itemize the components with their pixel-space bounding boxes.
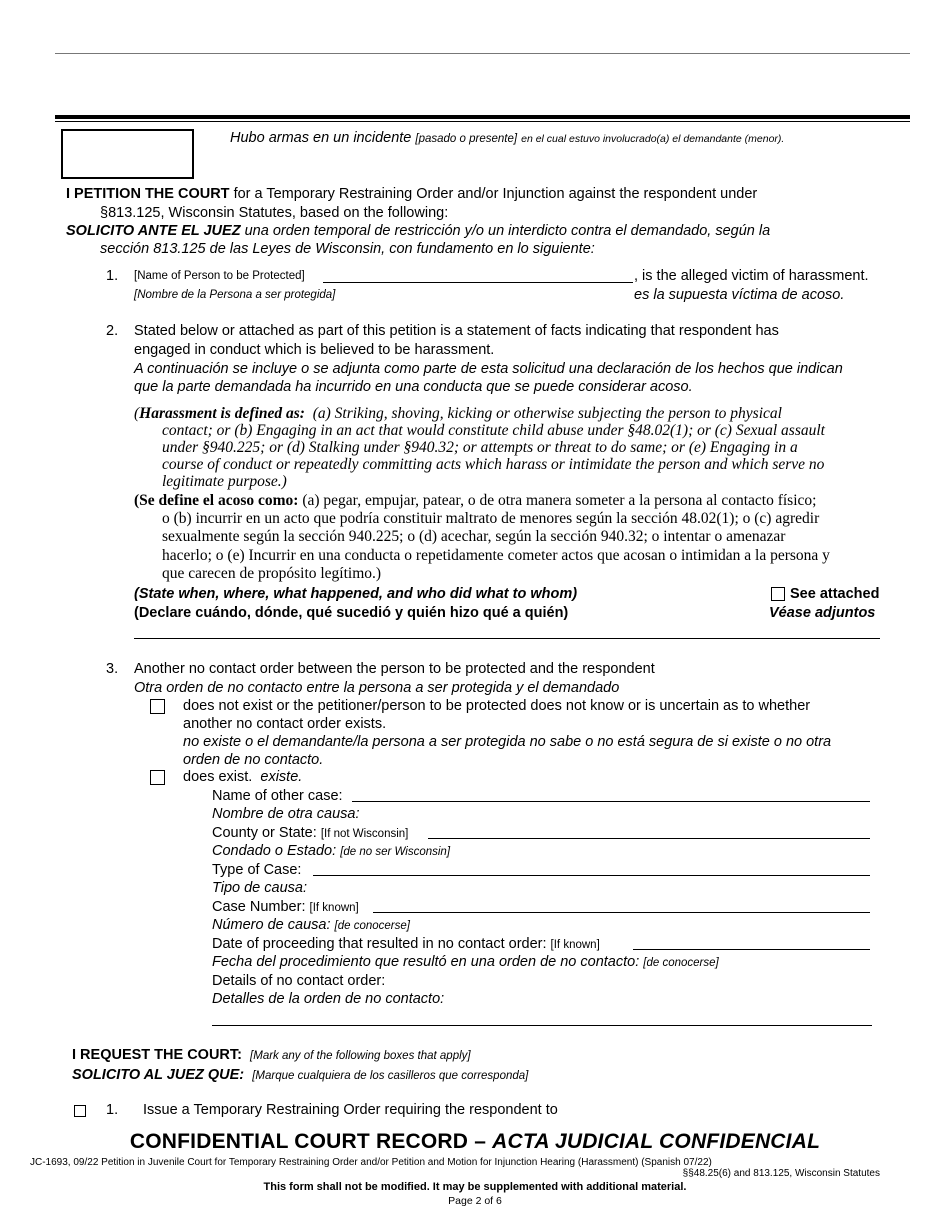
case-number-label-es-row: [212, 917, 410, 933]
protected-person-field[interactable]: [323, 282, 633, 283]
confidential-es: ACTA JUDICIAL CONFIDENCIAL: [492, 1130, 821, 1153]
county-note-es: [de no ser Wisconsin]: [340, 846, 451, 858]
modification-notice: This form shall not be modified. It may be supplemented with additional material.: [263, 1181, 687, 1193]
state-instructions-en: (State when, where, what happened, and who did what to whom): [134, 586, 578, 602]
request-item1-text: Issue a Temporary Restraining Order requiring the respondent to: [143, 1102, 558, 1118]
details-label-es: Detalles de la orden de no contacto:: [212, 991, 445, 1007]
form-line: JC-1693, 09/22 Petition in Juvenile Court for Temporary Restraining Order and/or Petition and Motion for Injunction Hearing (Harassment) (Spanish 07/22): [30, 1157, 712, 1168]
confidential-banner: [0, 1130, 950, 1154]
item3-en: Another no contact order between the person to be protected and the respondent: [134, 661, 655, 677]
see-attached-label: See attached: [790, 586, 880, 602]
case-number-field[interactable]: [373, 912, 870, 913]
header-thin-rule: [55, 121, 910, 122]
request-es: [72, 1067, 528, 1083]
date-field[interactable]: [633, 949, 870, 950]
county-label-es: Condado o Estado:: [212, 843, 337, 859]
opt1-es-line2: orden de no contacto.: [183, 752, 324, 768]
harassment-def-en-line2: contact; or (b) Engaging in an act that would constitute child abuse under §48.02(1); or (c) Sexual assault: [162, 422, 825, 439]
request-en-bold: I REQUEST THE COURT:: [72, 1047, 242, 1063]
state-instructions-es: (Declare cuándo, dónde, qué sucedió y quién hizo qué a quién): [134, 605, 569, 621]
order-exists-checkbox[interactable]: [150, 770, 165, 785]
type-label-es: Tipo de causa:: [212, 880, 307, 896]
county-label-en: County or State:: [212, 825, 317, 841]
opt2-en: does exist.: [183, 769, 253, 785]
statement-line[interactable]: [134, 638, 880, 639]
petition-en-line2: §813.125, Wisconsin Statutes, based on the following:: [100, 205, 449, 221]
harassment-def-es-text1: (a) pegar, empujar, patear, o de otra manera someter a la persona al contacto físico;: [302, 492, 817, 509]
item1-suffix-es: es la supuesta víctima de acoso.: [634, 287, 845, 303]
opt1-es-line1: no existe o el demandante/la persona a ser protegida no sabe o no está segura de si existe o no otra: [183, 734, 832, 750]
case-number-label-es: Número de causa:: [212, 917, 331, 933]
date-label-es: Fecha del procedimiento que resultó en una orden de no contacto:: [212, 954, 640, 970]
type-label: Type of Case:: [212, 862, 302, 878]
harassment-def-en-line5: legitimate purpose.): [162, 473, 287, 490]
county-note-en: [If not Wisconsin]: [320, 828, 409, 840]
petition-en-rest: for a Temporary Restraining Order and/or Injunction against the respondent under: [233, 186, 758, 202]
statutes: §§48.25(6) and 813.125, Wisconsin Statutes: [682, 1168, 880, 1179]
harassment-def-es-line2: o (b) incurrir en un acto que podría constituir maltrato de menores según la sección 48.02(1); o (c) agredir: [162, 510, 820, 527]
harassment-def-es-line3: sexualmente según la sección 940.225; o (d) acechar, según la sección 940.32; o intentar o amenazar: [162, 528, 786, 545]
petition-es-bold: SOLICITO ANTE EL JUEZ: [66, 223, 241, 239]
type-field[interactable]: [313, 875, 870, 876]
petition-es: [66, 223, 770, 239]
name-other-case-label: Name of other case:: [212, 788, 343, 804]
header-thick-rule: [55, 115, 910, 119]
harassment-def-es-line1: [134, 492, 816, 510]
item2-number: 2.: [106, 323, 119, 339]
case-number-label-en: Case Number:: [212, 899, 306, 915]
date-label: [212, 936, 600, 952]
page-number: Page 2 of 6: [448, 1195, 502, 1207]
harassment-def-en-line1: [134, 405, 782, 423]
item1-suffix-en: , is the alleged victim of harassment.: [634, 268, 869, 284]
details-field[interactable]: [212, 1025, 872, 1026]
request-es-bold: SOLICITO AL JUEZ QUE:: [72, 1067, 245, 1083]
case-number-label: [212, 899, 359, 915]
case-number-note-es: [de conocerse]: [334, 920, 410, 932]
request-en: [72, 1047, 471, 1063]
item2-es-line1: A continuación se incluye o se adjunta como parte de esta solicitud una declaración de los hechos que indican: [134, 361, 843, 377]
petition-en-bold: I PETITION THE COURT: [66, 186, 230, 202]
incident-main: Hubo armas en un incidente: [230, 130, 412, 146]
harassment-open-paren: (: [134, 405, 140, 422]
opt2: [183, 769, 302, 785]
harassment-def-es-label: (Se define el acoso como:: [134, 492, 299, 509]
item2-en-line2: engaged in conduct which is believed to be harassment.: [134, 342, 495, 358]
item3-es: Otra orden de no contacto entre la persona a ser protegida y el demandado: [134, 680, 620, 696]
opt1-en-line1: does not exist or the petitioner/person to be protected does not know or is uncertain as to whether: [183, 698, 811, 714]
case-number-note-en: [If known]: [309, 902, 359, 914]
item1-number: 1.: [106, 268, 119, 284]
see-attached-checkbox[interactable]: [771, 587, 785, 601]
request-en-note: [Mark any of the following boxes that apply]: [250, 1050, 471, 1062]
item3-number: 3.: [106, 661, 119, 677]
harassment-def-en-line3: under §940.225; or (d) Stalking under §940.32; or attempts or threat to do same; or (e) Engaging in a: [162, 439, 798, 456]
item2-en-line1: Stated below or attached as part of this petition is a statement of facts indicating that respondent has: [134, 323, 779, 339]
confidential-en: CONFIDENTIAL COURT RECORD –: [129, 1130, 487, 1153]
date-note-en: [If known]: [550, 939, 600, 951]
item1-label-en: [Name of Person to be Protected]: [134, 270, 305, 282]
opt2-es: existe.: [260, 769, 303, 785]
top-divider: [55, 53, 910, 54]
county-field[interactable]: [428, 838, 870, 839]
incident-bracket: [pasado o presente]: [415, 133, 518, 145]
name-other-case-field[interactable]: [352, 801, 870, 802]
harassment-def-text1: (a) Striking, shoving, kicking or otherwise subjecting the person to physical: [312, 405, 782, 422]
petition-es-line2: sección 813.125 de las Leyes de Wisconsin, con fundamento en lo siguiente:: [100, 241, 595, 257]
details-label: Details of no contact order:: [212, 973, 386, 989]
harassment-def-es-line5: que carecen de propósito legítimo.): [162, 565, 382, 582]
county-label: [212, 825, 408, 841]
harassment-def-en-line4: course of conduct or repeatedly committing acts which harass or intimidate the person and which serve no: [162, 456, 825, 473]
date-note-es: [de conocerse]: [643, 957, 719, 969]
harassment-def-es-line4: hacerlo; o (e) Incurrir en una conducta o repetidamente cometer actos que acosan o intimidan a la persona y: [162, 547, 830, 564]
request-es-note: [Marque cualquiera de los casilleros que corresponda]: [252, 1070, 529, 1082]
no-order-checkbox[interactable]: [150, 699, 165, 714]
item1-label-es: [Nombre de la Persona a ser protegida]: [134, 289, 336, 301]
incident-line: [230, 130, 784, 146]
name-other-case-label-es: Nombre de otra causa:: [212, 806, 360, 822]
county-label-es-row: [212, 843, 450, 859]
incident-box[interactable]: [61, 129, 194, 179]
see-attached-label-es: Véase adjuntos: [769, 605, 876, 621]
request-item1-number: 1.: [106, 1102, 119, 1118]
tro-checkbox[interactable]: [74, 1105, 86, 1117]
item2-es-line2: que la parte demandada ha incurrido en una conducta que se puede considerar acoso.: [134, 379, 693, 395]
harassment-def-label: Harassment is defined as:: [139, 405, 305, 422]
opt1-en-line2: another no contact order exists.: [183, 716, 387, 732]
date-label-es-row: [212, 954, 719, 970]
date-label-en: Date of proceeding that resulted in no contact order:: [212, 936, 547, 952]
petition-es-rest: una orden temporal de restricción y/o un interdicto contra el demandado, según la: [244, 223, 771, 239]
incident-small: en el cual estuvo involucrado(a) el demandante (menor).: [521, 133, 785, 145]
petition-en: [66, 186, 757, 202]
